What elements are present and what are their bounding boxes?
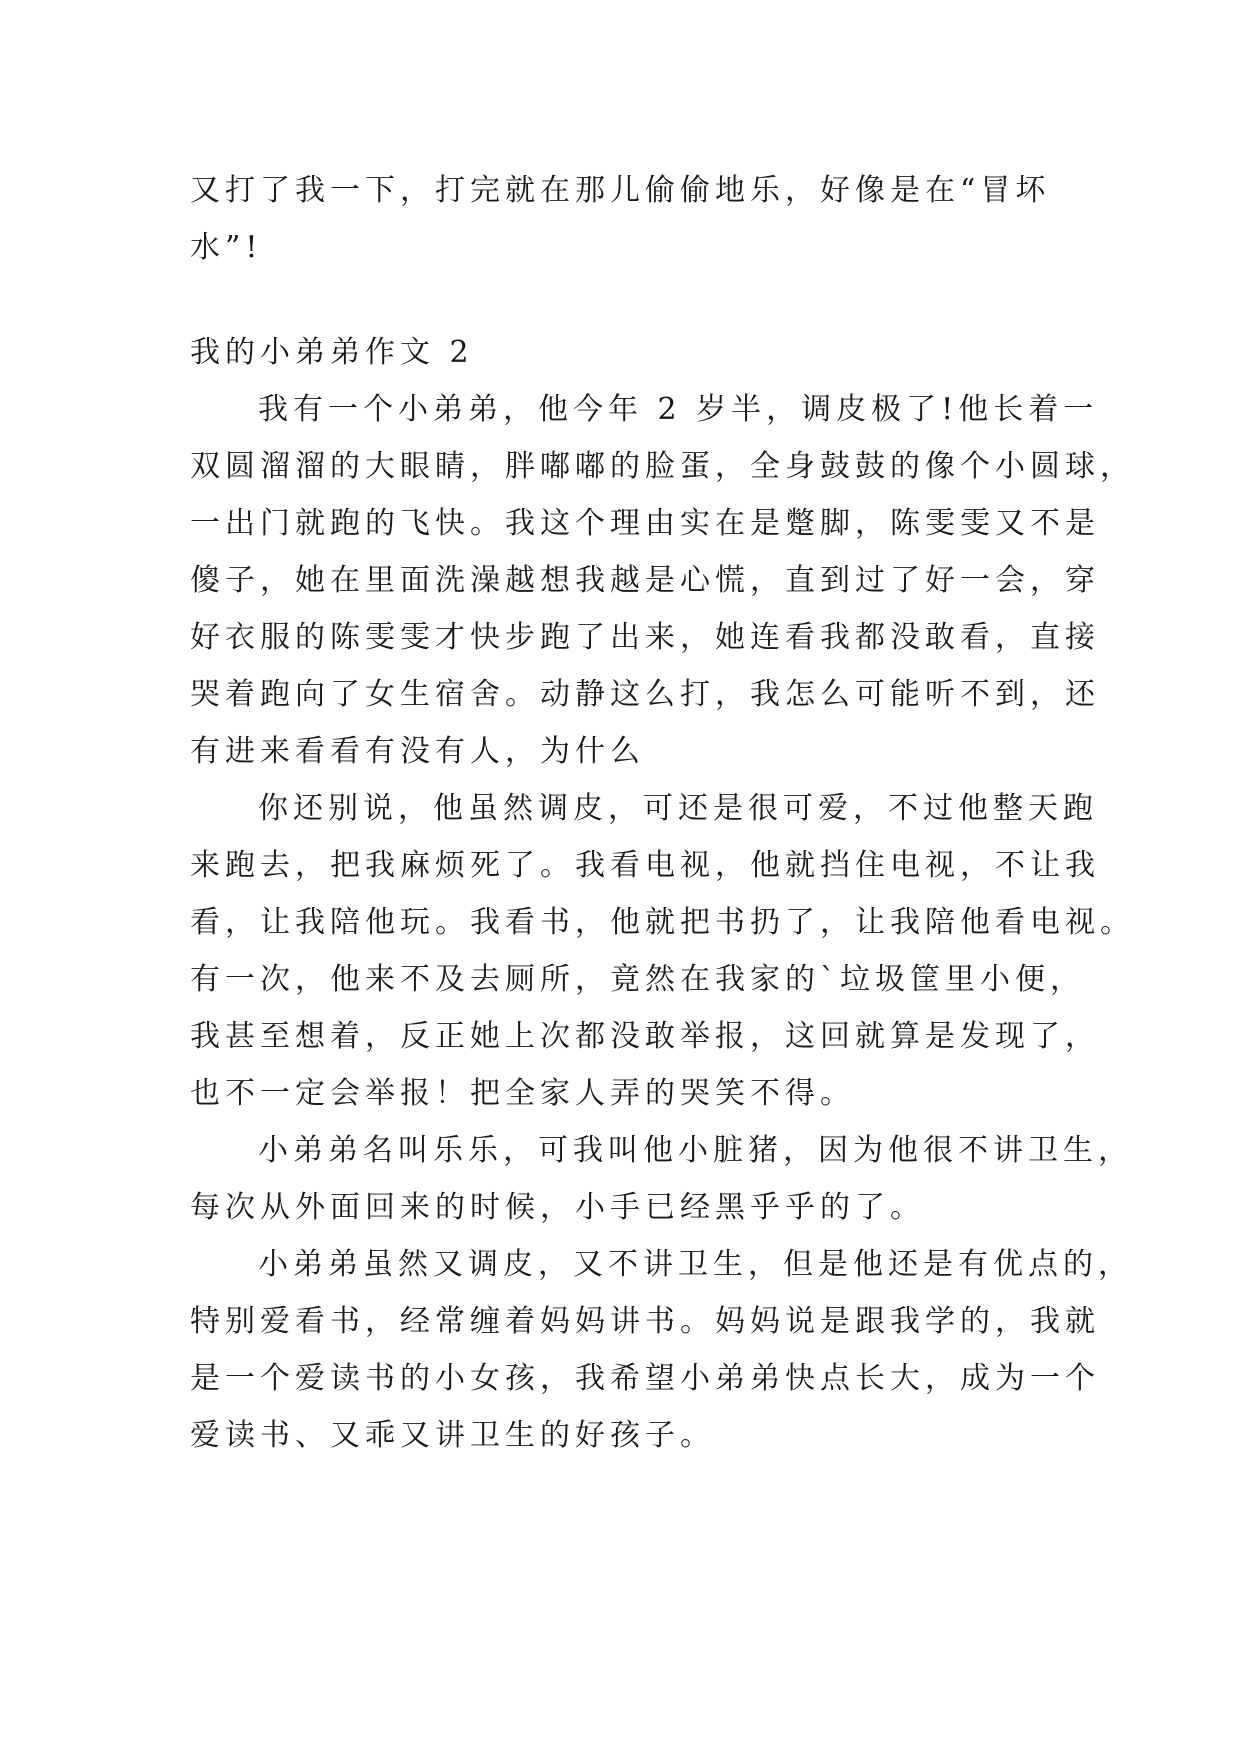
intro-paragraph: [190, 162, 1060, 276]
document-page: [190, 162, 1135, 1464]
text-line: 每次从外面回来的时候，小手已经黑乎乎的了。: [190, 1190, 925, 1225]
text-line: 又打了我一下，打完就在那儿偷偷地乐，好像是在“冒坏: [190, 173, 1051, 208]
paragraph-2: [190, 780, 1135, 1122]
paragraph-4: [190, 1236, 1133, 1464]
text-line: 我有一个小弟弟，他今年 2 岁半，调皮极了!他长着一: [258, 392, 1099, 427]
text-line: 好衣服的陈雯雯才快步跑了出来，她连看我都没敢看，直接: [190, 620, 1100, 655]
paragraph-3: [190, 1122, 1133, 1236]
text-line: 水”!: [190, 230, 263, 265]
text-line: 傻子，她在里面洗澡越想我越是心慌，直到过了好一会，穿: [190, 563, 1100, 598]
text-line: 特别爱看书，经常缠着妈妈讲书。妈妈说是跟我学的，我就: [190, 1304, 1100, 1339]
text-line: 有进来看看有没有人，为什么: [190, 734, 645, 769]
paragraph-1: [190, 381, 1135, 780]
text-line: 小弟弟名叫乐乐，可我叫他小脏猪，因为他很不讲卫生，: [258, 1133, 1133, 1168]
text-line: 我甚至想着，反正她上次都没敢举报，这回就算是发现了，: [190, 1019, 1100, 1054]
essay-heading: 我的小弟弟作文 2: [190, 335, 474, 370]
text-line: 来跑去，把我麻烦死了。我看电视，他就挡住电视，不让我: [190, 848, 1100, 883]
text-line: 双圆溜溜的大眼睛，胖嘟嘟的脸蛋，全身鼓鼓的像个小圆球，: [190, 449, 1135, 484]
text-line: 你还别说，他虽然调皮，可还是很可爱，不过他整天跑: [258, 791, 1098, 826]
text-line: 小弟弟虽然又调皮，又不讲卫生，但是他还是有优点的，: [258, 1247, 1133, 1282]
text-line: 一出门就跑的飞快。我这个理由实在是蹩脚，陈雯雯又不是: [190, 506, 1100, 541]
text-line: 是一个爱读书的小女孩，我希望小弟弟快点长大，成为一个: [190, 1361, 1100, 1396]
text-line: 哭着跑向了女生宿舍。动静这么打，我怎么可能听不到，还: [190, 677, 1100, 712]
text-line: 有一次，他来不及去厕所，竟然在我家的`垃圾筐里小便，: [190, 962, 1085, 997]
text-line: 也不一定会举报！把全家人弄的哭笑不得。: [190, 1076, 855, 1111]
text-line: 爱读书、又乖又讲卫生的好孩子。: [190, 1418, 715, 1453]
text-line: 看，让我陪他玩。我看书，他就把书扔了，让我陪他看电视。: [190, 905, 1135, 940]
